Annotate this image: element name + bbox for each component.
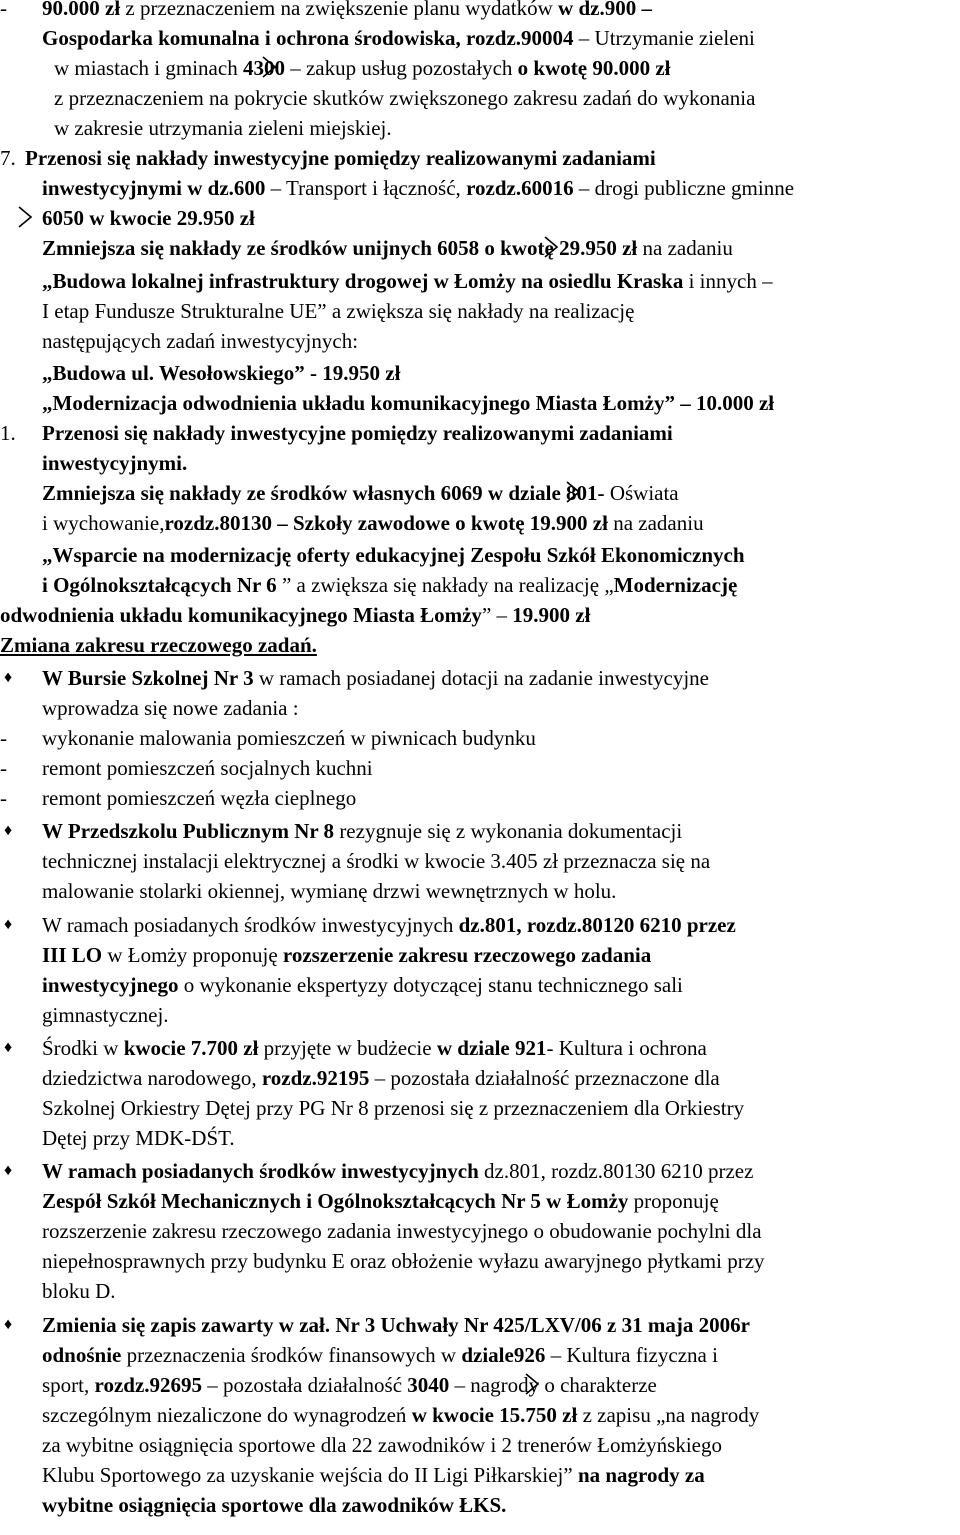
text-run: w dz.900 – — [558, 0, 652, 20]
text-line — [42, 1340, 718, 1370]
text-run: Szkolnej Orkiestry Dętej przy PG Nr 8 przenosi się z przeznaczeniem dla Orkiestry — [42, 1096, 745, 1120]
text-line — [42, 970, 683, 1000]
text-run: Klubu Sportowego za uzyskanie wejścia do II Ligi Piłkarskiej” — [42, 1463, 578, 1487]
text-run: – nagrody o charakterze — [454, 1373, 657, 1397]
text-line — [54, 113, 392, 143]
text-run: w zakresie utrzymania zieleni miejskiej. — [54, 116, 392, 140]
text-line — [42, 173, 794, 203]
text-line — [42, 876, 616, 906]
section-arrow-icon — [566, 481, 580, 503]
text-line — [42, 1460, 705, 1490]
text-run: malowanie stolarki okiennej, wymianę drzwi wewnętrznych w holu. — [42, 879, 617, 903]
text-run: na zadaniu — [642, 236, 733, 260]
section-arrow-icon — [262, 56, 276, 78]
text-line — [42, 203, 255, 233]
text-line — [42, 266, 773, 296]
text-line — [0, 418, 16, 448]
text-line — [42, 663, 709, 693]
text-run: I etap Fundusze Strukturalne UE” a zwiększa się nakłady na realizację — [42, 299, 635, 323]
text-run: Środki w — [42, 1036, 124, 1060]
text-run: i innych – — [688, 269, 773, 293]
text-run: rezygnuje się z wykonania dokumentacji — [339, 819, 683, 843]
text-run: następujących zadań inwestycyjnych: — [42, 329, 359, 353]
text-line — [0, 630, 317, 660]
text-run: inwestycyjnymi w dz.600 — [42, 176, 271, 200]
text-run: dz.801, rozdz.80130 6210 przez — [484, 1159, 754, 1183]
text-run: gimnastycznej. — [42, 1003, 169, 1027]
text-line — [42, 693, 299, 723]
text-line — [42, 508, 704, 538]
text-run: z przeznaczeniem na pokrycie skutków zwiększonego zakresu zadań do wykonania — [54, 86, 756, 110]
text-line — [42, 326, 358, 356]
text-run: rozdz.92195 — [261, 1066, 375, 1090]
text-run: 1. — [0, 421, 16, 445]
text-run: rozdz.80130 – Szkoły zawodowe o kwotę 19.900 zł — [164, 511, 614, 535]
text-line — [42, 478, 679, 508]
text-run: „Wsparcie na modernizację oferty edukacyjnej Zespołu Szkół Ekonomicznych — [42, 543, 745, 567]
text-line — [42, 1156, 753, 1186]
text-run: sport, — [42, 1373, 95, 1397]
text-run: wprowadza się nowe zadania : — [42, 696, 299, 720]
text-line — [42, 846, 710, 876]
text-run: niepełnosprawnych przy budynku E oraz obłożenie wyłazu awaryjnego płytkami przy — [42, 1249, 765, 1273]
text-line — [42, 570, 737, 600]
diamond-bullet-icon: ♦ — [4, 822, 13, 839]
text-run: 19.900 zł — [512, 603, 591, 627]
text-run: rozdz.60016 — [466, 176, 579, 200]
text-run: Zmiana zakresu rzeczowego zadań. — [0, 633, 317, 657]
text-run: W Przedszkolu Publicznym Nr 8 — [42, 819, 340, 843]
text-run: w Łomży proponuję — [107, 943, 283, 967]
text-line — [42, 816, 682, 846]
text-run: 3040 — [407, 1373, 455, 1397]
text-line — [54, 83, 755, 113]
text-run: - Kultura i ochrona — [546, 1036, 707, 1060]
text-line — [42, 783, 356, 813]
text-run: przeznaczenia środków finansowych w — [126, 1343, 462, 1367]
text-run: i wychowanie, — [42, 511, 165, 535]
text-run: rozszerzenie zakresu rzeczowego zadania inwestycyjnego o obudowanie pochylni dla — [42, 1219, 762, 1243]
text-line — [42, 1033, 707, 1063]
text-run: 90.000 zł — [42, 0, 126, 20]
text-line — [42, 1000, 169, 1030]
text-run: ” a zwiększa się nakłady na realizację „ — [281, 573, 614, 597]
diamond-bullet-icon: ♦ — [4, 1039, 13, 1056]
text-run: w ramach posiadanej dotacji na zadanie inwestycyjne — [258, 666, 709, 690]
text-line — [42, 23, 755, 53]
text-run: w dziale 921 — [436, 1036, 547, 1060]
text-run: bloku D. — [42, 1279, 116, 1303]
text-run: rozszerzenie zakresu rzeczowego zadania — [282, 943, 652, 967]
text-run: szczególnym niezaliczone do wynagrodzeń — [42, 1403, 412, 1427]
text-line — [42, 1370, 657, 1400]
section-arrow-icon — [525, 1373, 539, 1395]
text-run: - — [0, 0, 7, 20]
text-line — [42, 296, 634, 326]
text-run: – Utrzymanie zieleni — [578, 26, 755, 50]
text-line — [42, 1400, 759, 1430]
text-run: odnośnie — [42, 1343, 127, 1367]
text-run: „Modernizacja odwodnienia układu komunikacyjnego Miasta Łomży” – 10.000 zł — [42, 391, 775, 415]
text-line — [42, 1276, 116, 1306]
text-run: inwestycyjnymi. — [42, 451, 188, 475]
text-line — [42, 910, 736, 940]
text-line — [25, 143, 656, 173]
text-line — [42, 1216, 762, 1246]
text-line — [42, 233, 733, 263]
text-line — [42, 1246, 765, 1276]
text-line — [42, 1310, 750, 1340]
text-line — [42, 1186, 719, 1216]
text-run: Zespół Szkół Mechanicznych i Ogólnokształcących Nr 5 w Łomży — [42, 1189, 634, 1213]
text-line — [42, 1063, 720, 1093]
diamond-bullet-icon: ♦ — [4, 669, 13, 686]
text-run: Zmniejsza się nakłady ze środków własnych — [42, 481, 441, 505]
text-run: przyjęte w budżecie — [263, 1036, 437, 1060]
text-line — [42, 1490, 506, 1520]
text-line — [54, 53, 670, 83]
text-run: 4300 — [242, 56, 291, 80]
text-run: Oświata — [609, 481, 679, 505]
text-line — [42, 723, 536, 753]
text-run: na zadaniu — [613, 511, 704, 535]
text-run: kwocie 7.700 zł — [123, 1036, 264, 1060]
text-run: odwodnienia układu komunikacyjnego Miasta Łomży — [0, 603, 482, 627]
text-line — [42, 358, 400, 388]
text-line — [42, 0, 652, 23]
text-run: w miastach i gminach — [54, 56, 243, 80]
text-line — [42, 448, 187, 478]
text-run: Przenosi się nakłady inwestycyjne pomiędzy realizowanymi zadaniami — [25, 146, 656, 170]
text-run: dz.801, rozdz.80120 6210 przez — [458, 913, 736, 937]
text-run: wybitne osiągnięcia sportowe dla zawodników ŁKS. — [42, 1493, 507, 1517]
text-line — [0, 0, 7, 23]
text-run: „Budowa lokalnej infrastruktury drogowej w Łomży na osiedlu Kraska — [42, 269, 689, 293]
dash-bullet: - — [0, 756, 7, 780]
diamond-bullet-icon: ♦ — [4, 916, 13, 933]
text-run: – pozostała działalność przeznaczone dla — [374, 1066, 720, 1090]
text-line — [0, 143, 16, 173]
text-run: za wybitne osiągnięcia sportowe dla 22 zawodników i 2 trenerów Łomżyńskiego — [42, 1433, 722, 1457]
text-run: z przeznaczeniem na zwiększenie planu wydatków — [125, 0, 559, 20]
text-run: – Kultura fizyczna i — [550, 1343, 718, 1367]
text-run: – drogi publiczne gminne — [578, 176, 795, 200]
dash-bullet: - — [0, 786, 7, 810]
text-line — [42, 1123, 235, 1153]
text-run: – Transport i łączność, — [270, 176, 467, 200]
text-run: Przenosi się nakłady inwestycyjne pomiędzy realizowanymi zadaniami — [42, 421, 673, 445]
section-arrow-icon — [544, 236, 558, 258]
text-run: rozdz.92695 — [94, 1373, 208, 1397]
text-line — [42, 540, 745, 570]
diamond-bullet-icon: ♦ — [4, 1316, 13, 1333]
text-run: III LO — [42, 943, 108, 967]
text-line — [42, 418, 673, 448]
text-run: proponuję — [633, 1189, 719, 1213]
text-run: 7. — [0, 146, 16, 170]
text-run: ” – — [481, 603, 513, 627]
text-run: remont pomieszczeń socjalnych kuchni — [42, 756, 373, 780]
text-run: „Budowa ul. Wesołowskiego” - 19.950 zł — [42, 361, 401, 385]
text-run: Zmniejsza się nakłady ze środków unijnych — [42, 236, 438, 260]
text-run: Gospodarka komunalna i ochrona środowiska, rozdz.90004 — [42, 26, 579, 50]
text-run: dziale926 — [461, 1343, 551, 1367]
text-run: Modernizację — [613, 573, 738, 597]
text-run: W ramach posiadanych środków inwestycyjnych — [42, 913, 459, 937]
text-line — [42, 1093, 744, 1123]
text-line — [0, 600, 590, 630]
text-line — [42, 940, 651, 970]
text-run: na nagrody za — [577, 1463, 705, 1487]
diamond-bullet-icon: ♦ — [4, 1162, 13, 1179]
text-run: 6069 w dziale 801- — [440, 481, 610, 505]
text-run: z zapisu „na nagrody — [582, 1403, 760, 1427]
text-run: wykonanie malowania pomieszczeń w piwnicach budynku — [42, 726, 536, 750]
text-run: dziedzictwa narodowego, — [42, 1066, 262, 1090]
text-line — [42, 388, 774, 418]
text-run: o kwotę 90.000 zł — [517, 56, 671, 80]
text-run: inwestycyjnego — [42, 973, 184, 997]
text-run: i Ogólnokształcących Nr 6 — [42, 573, 282, 597]
text-run: Dętej przy MDK-DŚT. — [42, 1126, 235, 1150]
text-run: 6050 w kwocie 29.950 zł — [42, 206, 255, 230]
text-run: w kwocie 15.750 zł — [411, 1403, 583, 1427]
dash-bullet: - — [0, 726, 7, 750]
text-run: remont pomieszczeń węzła cieplnego — [42, 786, 357, 810]
text-run: 6058 o kwotę 29.950 zł — [437, 236, 643, 260]
text-run: technicznej instalacji elektrycznej a środki w kwocie 3.405 zł przeznacza się na — [42, 849, 711, 873]
text-line — [42, 1430, 722, 1460]
text-run: – pozostała działalność — [207, 1373, 408, 1397]
section-arrow-icon — [18, 206, 32, 228]
text-line — [42, 753, 373, 783]
text-run: Zmienia się zapis zawarty w zał. Nr 3 Uchwały Nr 425/LXV/06 z 31 maja 2006r — [42, 1313, 750, 1337]
text-run: – zakup usług pozostałych — [290, 56, 518, 80]
text-run: W Bursie Szkolnej Nr 3 — [42, 666, 259, 690]
text-run: o wykonanie ekspertyzy dotyczącej stanu technicznego sali — [183, 973, 683, 997]
text-run: W ramach posiadanych środków inwestycyjnych — [42, 1159, 485, 1183]
